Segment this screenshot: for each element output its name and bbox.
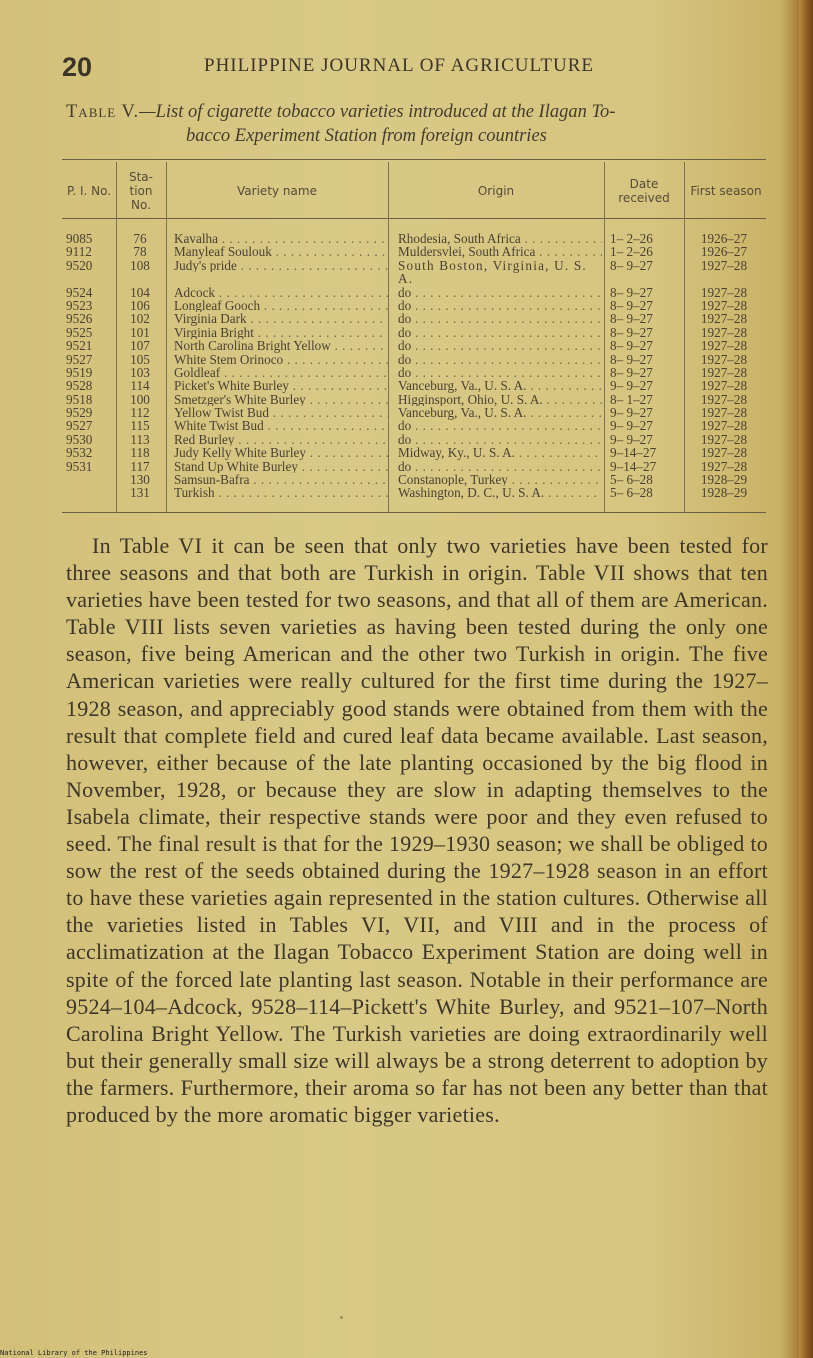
cell-origin: do . . .	[398, 326, 602, 339]
cell-first-season: 1927–28	[700, 339, 748, 353]
paper-speck	[340, 1316, 343, 1319]
cell-station-no: 117	[130, 459, 150, 474]
cell-station-no: 131	[130, 486, 150, 500]
cell-origin: do . . .	[398, 286, 602, 299]
cell-first-season: 1926–27	[700, 232, 748, 246]
cell-variety-name: Longleaf Gooch . . .	[174, 299, 388, 312]
cell-pi-no: 9524	[66, 285, 93, 299]
table-row	[62, 473, 766, 486]
body-paragraph: In Table VI it can be seen that only two varieties have been tested for three seasons and that both are Turkish in origin. Table VII shows that ten varieties have been tested for two seasons, and that all of them are American. Table VIII lists seven varieties as having been tested during the only one season, five being American and the other two Turkish in origin. The five American varieties were really cultured for the first time during the 1927–1928 season, and appreciably good stands were obtained from them with the result that complete field and cured leaf data became available. Last season, however, either because of the late planting occasioned by the big flood in November, 1928, or because they are slow in adapting themselves to the Isabela climate, their respective stands were poor and they even refused to seed. The final result is that for the 1929–1930 season; we shall be obliged to sow the rest of the seeds obtained during the 1927–1928 season in an effort to have these varieties again represented in the station cultures. Otherwise all the varieties listed in Tables VI, VII, and VIII and in the process of acclimatization at the Ilagan Tobacco Experiment Station are doing well in spite of the forced late planting last season. Notable in their performance are 9524–104–Adcock, 9528–114–Pickett's White Burley, and 9521–107–North Carolina Bright Yellow. The Turkish varieties are doing extraordinarily well but their generally small size will always be a strong deterrent to adoption by the farmers. Furthermore, their aroma so far has not been any better than that produced by the more aromatic bigger varieties.	[66, 533, 768, 1127]
cell-station-no: 104	[130, 285, 150, 299]
cell-pi-no: 9532	[66, 446, 93, 460]
cell-variety-name: Judy Kelly White Burley . . .	[174, 446, 388, 459]
cell-first-season: 1927–28	[700, 432, 748, 447]
cell-variety-name: Red Burley . . .	[174, 433, 388, 446]
cell-first-season: 1927–28	[700, 419, 748, 433]
cell-variety-name: Samsun-Bafra . . .	[174, 473, 388, 486]
cell-station-no: 103	[130, 365, 150, 380]
cell-pi-no: 9531	[66, 459, 93, 474]
varieties-table	[62, 156, 766, 520]
table-row	[62, 353, 766, 366]
cell-pi-no: 9527	[66, 352, 93, 366]
cell-origin: Higginsport, Ohio, U. S. A. . . .	[398, 393, 602, 406]
cell-variety-name: Virginia Dark . . .	[174, 312, 388, 325]
cell-variety-name: Goldleaf . . .	[174, 366, 388, 379]
cell-station-no: 113	[130, 432, 150, 447]
table-bottom-rule	[62, 512, 766, 513]
cell-station-no: 78	[133, 245, 147, 259]
table-caption	[66, 100, 766, 148]
cell-date-received: 9– 9–27	[610, 419, 653, 433]
cell-pi-no: 9526	[66, 312, 93, 326]
cell-date-received: 9–14–27	[610, 446, 657, 460]
cell-origin: Vanceburg, Va., U. S. A. . . .	[398, 406, 602, 419]
cell-first-season: 1927–28	[700, 298, 748, 313]
cell-date-received: 5– 6–28	[610, 473, 653, 487]
cell-pi-no: 9529	[66, 406, 93, 420]
cell-variety-name: Adcock . . .	[174, 286, 388, 299]
table-row	[62, 326, 766, 339]
cell-date-received: 9– 9–27	[610, 406, 653, 420]
cell-station-no: 112	[130, 406, 150, 420]
table-row	[62, 245, 766, 258]
page-number: 20	[62, 52, 93, 82]
cell-first-season: 1927–28	[700, 365, 748, 380]
cell-variety-name: Turkish . . .	[174, 486, 388, 499]
cell-date-received: 8– 9–27	[610, 312, 653, 326]
body-text	[66, 532, 768, 1128]
cell-pi-no: 9530	[66, 432, 93, 447]
cell-variety-name: Kavalha . . .	[174, 232, 388, 245]
cell-first-season: 1927–28	[700, 406, 748, 420]
cell-pi-no: 9085	[66, 232, 93, 246]
page-edge	[799, 0, 813, 1358]
cell-date-received: 1– 2–26	[610, 232, 653, 246]
cell-date-received: 8– 9–27	[610, 298, 653, 313]
cell-date-received: 9–14–27	[610, 459, 657, 474]
cell-origin: do . . .	[398, 419, 602, 432]
cell-station-no: 107	[130, 339, 150, 353]
cell-first-season: 1927–28	[700, 446, 748, 460]
table-row	[62, 460, 766, 473]
table-row	[62, 433, 766, 446]
cell-variety-name: Yellow Twist Bud . . .	[174, 406, 388, 419]
table-body	[62, 232, 766, 500]
table-row	[62, 339, 766, 352]
cell-variety-name: Picket's White Burley . . .	[174, 379, 388, 392]
cell-pi-no: 9518	[66, 392, 93, 407]
cell-first-season: 1927–28	[700, 379, 748, 393]
cell-date-received: 1– 2–26	[610, 245, 653, 259]
cell-origin: Rhodesia, South Africa . . .	[398, 232, 602, 245]
cell-origin: do . . .	[398, 339, 602, 352]
cell-station-no: 130	[130, 473, 150, 487]
cell-station-no: 102	[130, 312, 150, 326]
table-row	[62, 232, 766, 245]
cell-origin: Washington, D. C., U. S. A. . . .	[398, 486, 602, 499]
cell-date-received: 8– 1–27	[610, 392, 653, 407]
cell-first-season: 1927–28	[700, 459, 748, 474]
table-row	[62, 406, 766, 419]
caption-line1: —List of cigarette tobacco varieties introduced at the Ilagan To-	[139, 102, 616, 122]
table-row	[62, 299, 766, 312]
cell-origin: Vanceburg, Va., U. S. A. . . .	[398, 379, 602, 392]
cell-pi-no: 9519	[66, 365, 93, 380]
cell-origin: do . . .	[398, 460, 602, 473]
caption-lead: Table V.	[66, 102, 140, 122]
cell-date-received: 8– 9–27	[610, 325, 653, 340]
cell-first-season: 1927–28	[700, 352, 748, 366]
cell-first-season: 1927–28	[700, 258, 748, 273]
cell-pi-no: 9528	[66, 379, 93, 393]
cell-station-no: 76	[133, 232, 147, 246]
cell-pi-no: 9112	[66, 245, 92, 259]
cell-first-season: 1926–27	[700, 245, 748, 259]
cell-origin: South Boston, Virginia, U. S. A.	[398, 258, 587, 286]
cell-variety-name: North Carolina Bright Yellow . . .	[174, 339, 388, 352]
table-row	[62, 419, 766, 432]
cell-pi-no: 9527	[66, 419, 93, 433]
table-row	[62, 486, 766, 499]
cell-station-no: 106	[130, 298, 150, 313]
cell-date-received: 9– 9–27	[610, 432, 653, 447]
cell-variety-name: Manyleaf Soulouk . . .	[174, 245, 388, 258]
cell-date-received: 8– 9–27	[610, 339, 653, 353]
cell-origin: Midway, Ky., U. S. A. . . .	[398, 446, 602, 459]
cell-pi-no: 9525	[66, 325, 93, 340]
digitization-credit: National Library of the Philippines	[0, 1349, 148, 1357]
cell-origin: Muldersvlei, South Africa . . .	[398, 245, 602, 258]
cell-station-no: 100	[130, 392, 150, 407]
cell-station-no: 108	[130, 258, 150, 273]
cell-origin: Constanople, Turkey . . .	[398, 473, 602, 486]
table-header-rule	[62, 218, 766, 219]
table-row	[62, 446, 766, 459]
table-row	[62, 259, 766, 286]
cell-variety-name: White Twist Bud . . .	[174, 419, 388, 432]
table-row	[62, 393, 766, 406]
cell-station-no: 118	[130, 446, 150, 460]
cell-date-received: 8– 9–27	[610, 352, 653, 366]
cell-date-received: 8– 9–27	[610, 285, 653, 299]
header-origin: Origin	[477, 184, 515, 198]
cell-origin: do . . .	[398, 433, 602, 446]
cell-pi-no: 9520	[66, 258, 93, 273]
cell-date-received: 8– 9–27	[610, 365, 653, 380]
table-row	[62, 286, 766, 299]
cell-origin: do . . .	[398, 299, 602, 312]
cell-first-season: 1927–28	[700, 312, 748, 326]
table-row	[62, 379, 766, 392]
cell-date-received: 5– 6–28	[610, 486, 653, 500]
table-row	[62, 366, 766, 379]
cell-station-no: 105	[130, 352, 150, 366]
cell-date-received: 9– 9–27	[610, 379, 653, 393]
table-row	[62, 312, 766, 325]
cell-first-season: 1928–29	[700, 486, 748, 500]
running-head: PHILIPPINE JOURNAL OF AGRICULTURE	[204, 55, 594, 76]
cell-first-season: 1927–28	[700, 392, 748, 407]
header-pi-no: P. I. No.	[66, 184, 112, 198]
cell-first-season: 1927–28	[700, 325, 748, 340]
cell-station-no: 101	[130, 325, 150, 340]
cell-variety-name: White Stem Orinoco . . .	[174, 353, 388, 366]
cell-variety-name: Virginia Bright . . .	[174, 326, 388, 339]
cell-pi-no: 9521	[66, 339, 93, 353]
cell-origin: do . . .	[398, 312, 602, 325]
caption-line2: bacco Experiment Station from foreign countries	[186, 126, 547, 146]
cell-variety-name: Stand Up White Burley . . .	[174, 460, 388, 473]
header-date-received: Date received	[618, 177, 670, 205]
cell-first-season: 1927–28	[700, 285, 748, 299]
header-first-season: First season	[690, 184, 762, 198]
cell-variety-name: Smetzger's White Burley . . .	[174, 393, 388, 406]
header-station-no: Sta- tion No.	[128, 170, 153, 212]
cell-variety-name: Judy's pride . . .	[174, 259, 388, 272]
cell-origin: do . . .	[398, 353, 602, 366]
table-top-rule	[62, 159, 766, 160]
header-variety-name: Variety name	[237, 184, 317, 198]
cell-station-no: 115	[130, 419, 150, 433]
page-header	[62, 52, 762, 82]
cell-pi-no: 9523	[66, 298, 93, 313]
cell-station-no: 114	[130, 379, 150, 393]
cell-date-received: 8– 9–27	[610, 258, 653, 273]
cell-origin: do . . .	[398, 366, 602, 379]
cell-first-season: 1928–29	[700, 473, 748, 487]
